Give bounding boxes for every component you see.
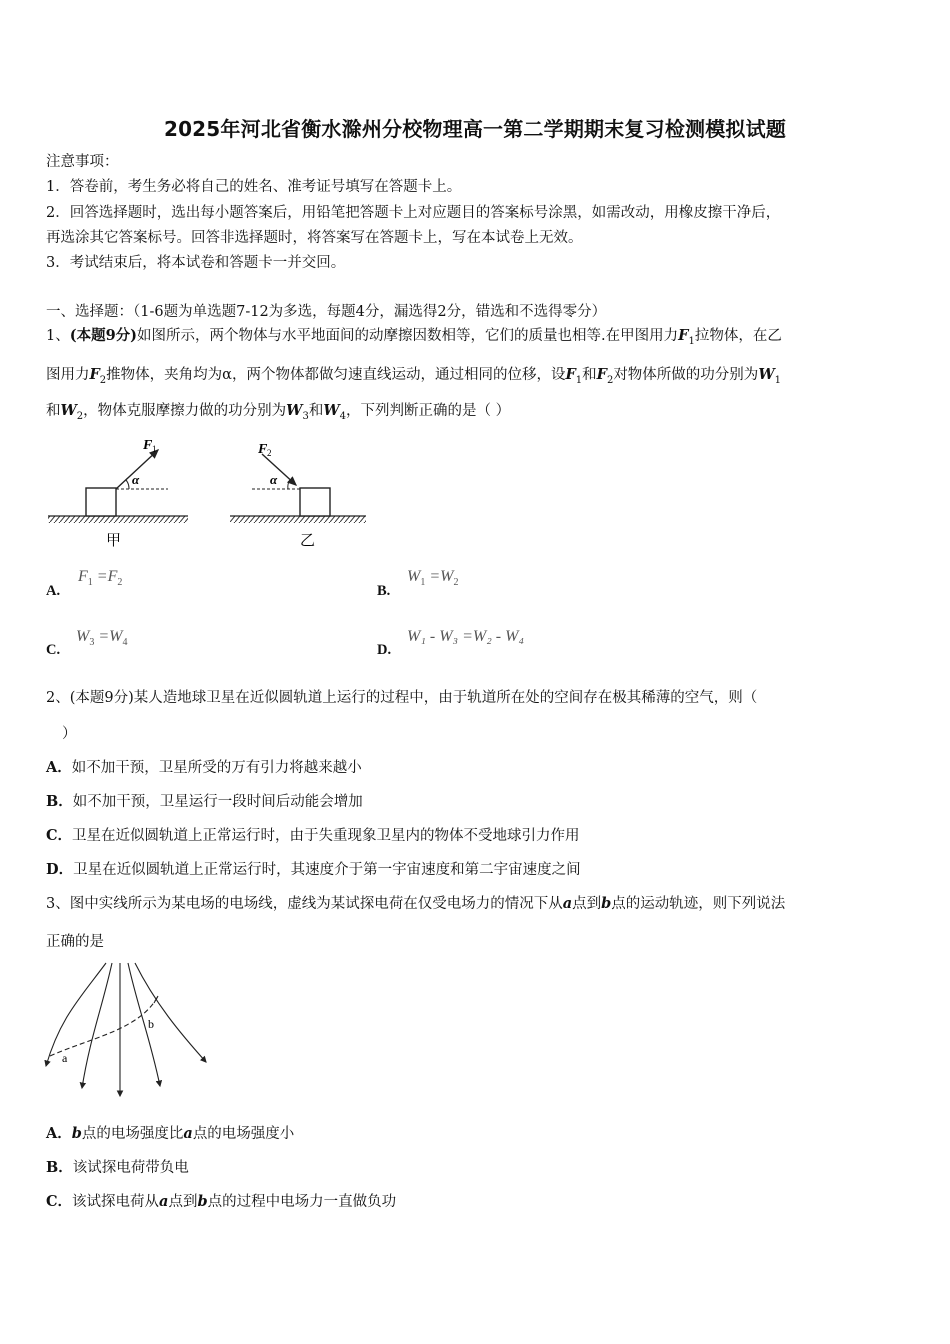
option-formula: $F_1 =F_2$ [78, 568, 123, 589]
question-2-option: B．如不加干预，卫星运行一段时间后动能会增加 [46, 793, 363, 810]
question-2-option: C．卫星在近似圆轨道上正常运行时，由于失重现象卫星内的物体不受地球引力作用 [46, 827, 580, 844]
option-label: D. [377, 642, 392, 658]
point-b-label: b [148, 1017, 154, 1031]
question-3-option: B．该试探电荷带负电 [46, 1159, 189, 1176]
question-1-line-1: 1、(本题9分)如图所示，两个物体与水平地面间的动摩擦因数相等，它们的质量也相等.在甲图用力$F_1$拉物体，在乙 [46, 327, 782, 347]
option-label: B. [377, 583, 391, 599]
question-3-stem: 3、图中实线所示为某电场的电场线，虚线为某试探电荷在仅受电场力的情况下从a点到b点的运动轨迹，则下列说法 [46, 895, 786, 912]
force-f1-subscript: 1 [152, 444, 157, 454]
notice-item: 再选涂其它答案标号。回答非选择题时，将答案写在答题卡上，写在本试卷上无效。 [46, 230, 583, 246]
question-3-option: C．该试探电荷从a点到b点的过程中电场力一直做负功 [46, 1193, 397, 1210]
question-2-option: D．卫星在近似圆轨道上正常运行时，其速度介于第一宇宙速度和第二宇宙速度之间 [46, 861, 581, 878]
option-formula: $W_1 =W_2$ [407, 568, 459, 589]
force-f1-label: F [143, 438, 153, 453]
notice-item: 2．回答选择题时，选出每小题答案后，用铅笔把答题卡上对应题目的答案标号涂黑，如需改动，用橡皮擦干净后， [46, 205, 781, 221]
point-a-label: a [62, 1051, 68, 1065]
option-label: A. [46, 583, 61, 599]
notice-item: 3．考试结束后，将本试卷和答题卡一并交回。 [46, 255, 346, 271]
question-2-option: A．如不加干预，卫星所受的万有引力将越来越小 [46, 759, 362, 776]
question-2-stem: 2、(本题9分)某人造地球卫星在近似圆轨道上运行的过程中，由于轨道所在处的空间存在极其稀薄的空气，则（ [46, 690, 758, 706]
option-formula: $W_3 =W_4$ [76, 628, 128, 649]
question-3-stem-end: 正确的是 [46, 934, 104, 950]
figure-jia [48, 438, 188, 549]
angle-label: α [132, 472, 140, 487]
notice-heading: 注意事项： [46, 154, 119, 170]
force-f2-label: F [258, 442, 268, 457]
option-formula: W₁ - W₃ =W₂ - W₄ [407, 628, 525, 645]
question-1-line-2: 图用力$F_2$推物体，夹角均为α，两个物体都做匀速直线运动，通过相同的位移，设$F_1$和$F_2$对物体所做的功分别为$W_1$ [46, 366, 781, 386]
figure-yi [230, 442, 366, 549]
caption-yi: 乙 [300, 533, 316, 549]
question-1-figure [40, 432, 380, 550]
notice-item: 1．答卷前，考生务必将自己的姓名、准考证号填写在答题卡上。 [46, 179, 462, 195]
caption-jia: 甲 [106, 533, 122, 549]
question-2-stem-end: ） [62, 726, 77, 742]
option-label: C. [46, 642, 61, 658]
question-3-option: A．b点的电场强度比a点的电场强度小 [46, 1125, 295, 1142]
page-title: 2025年河北省衡水滁州分校物理高一第二学期期末复习检测模拟试题 [163, 117, 787, 141]
question-1-line-3: 和$W_2$，物体克服摩擦力做的功分别为$W_3$和$W_4$，下列判断正确的是（ ） [46, 402, 511, 422]
section-heading: 一、选择题：（1-6题为单选题7-12为多选，每题4分，漏选得2分，错选和不选得零分） [46, 304, 607, 320]
question-3-figure [40, 958, 220, 1102]
force-f2-subscript: 2 [267, 448, 272, 458]
angle-label: α [270, 472, 278, 487]
